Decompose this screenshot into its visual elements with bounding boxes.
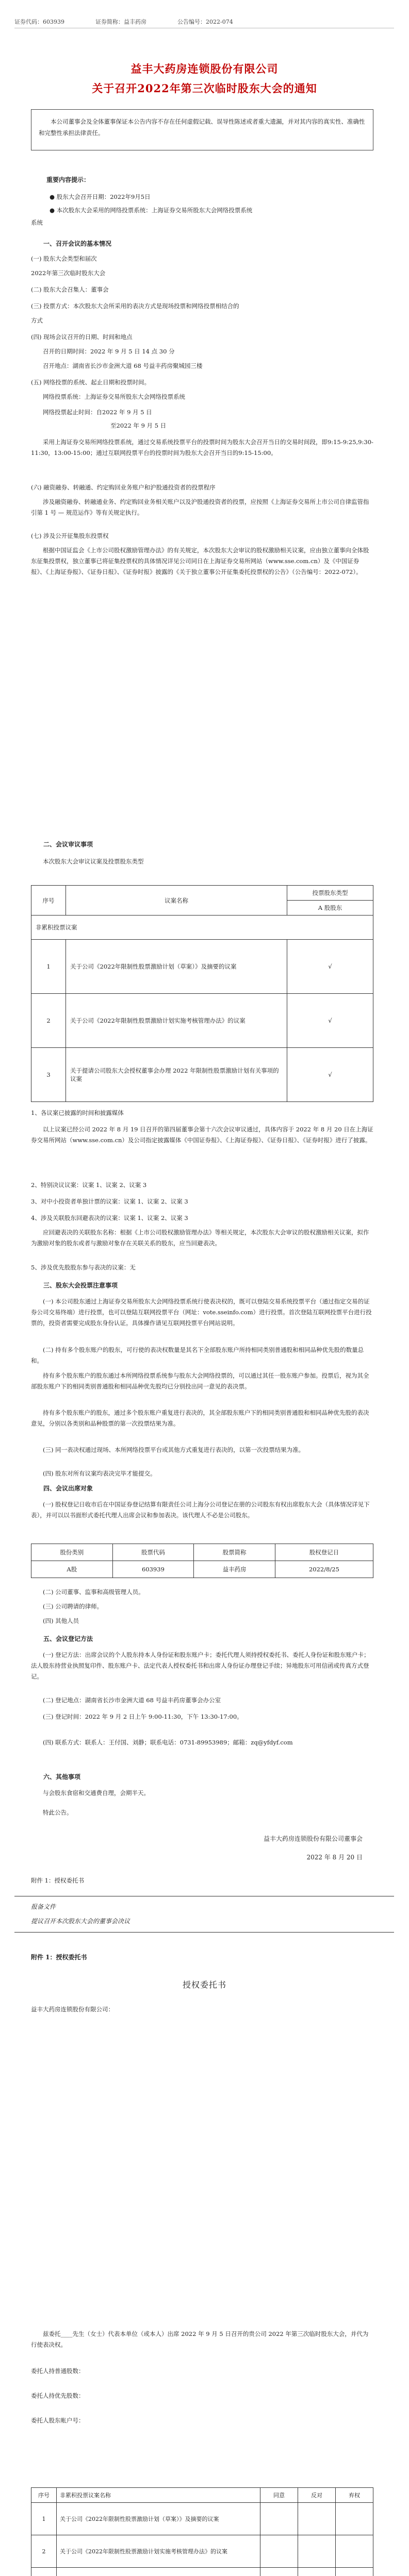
- s4-p2: (二) 公司董事、监事和高级管理人员。: [43, 1588, 144, 1596]
- s3-p4: 持有多个股东账户的股东，通过多个股东账户重复进行表决的，其全部股东账户下的相同类别普通股和相同品种优先股的表决意见，分别以各类别和品种股票的第一次投票结果为准。: [31, 1409, 369, 1427]
- header-cell: 议案名称: [66, 886, 287, 916]
- header-cell: A 股股东: [287, 901, 373, 916]
- s1-d-title: (四) 现场会议召开的日期、时间和地点: [31, 333, 133, 341]
- header-cell: 股票简称: [194, 1544, 275, 1561]
- signature-date: 2022 年 8 月 20 日: [306, 1854, 363, 1861]
- highlights-heading: 重要内容提示：: [46, 176, 90, 183]
- header-cell: 序号: [31, 2488, 57, 2503]
- section-1-title: 一、召开会议的基本情况: [43, 240, 112, 247]
- row-name: 关于公司《2022年限制性股票激励计划（草案）》及摘要的议案: [57, 2503, 260, 2535]
- s2-n4a: 应回避表决的关联股东名称：根据《上市公司股权激励管理办法》等相关规定，本次股东大会审议的股权激励相关议案，拟作为激励对象的股东或者与激励对象存在关联关系的股东，应当回避表决。: [31, 1229, 369, 1247]
- highlight-footnote: 系统: [31, 219, 43, 226]
- s1-f1: 涉及融资融券、转融通业务、约定购回业务相关账户以及沪股通投资者的投票，应按照《上海证券交易所上市公司自律监管指引第 1 号 — 规范运作》等有关规定执行。: [31, 498, 369, 516]
- vote-abstain-box[interactable]: [336, 2503, 373, 2535]
- proxy-field: 委托人持普通股数：: [31, 2367, 85, 2375]
- table-row: [31, 994, 373, 1048]
- table-row: [31, 916, 373, 940]
- attachment-ref: 附件 1：授权委托书: [31, 1877, 84, 1884]
- s1-c1: (三) 投票方式：本次股东大会所采用的表决方式是现场投票和网络投票相结合的: [31, 302, 239, 310]
- s1-e1: 网络投票系统：上海证券交易所股东大会网络投票系统: [43, 393, 185, 400]
- header-cell: 弃权: [336, 2488, 373, 2503]
- row-name: 关于公司《2022年限制性股票激励计划（草案）》及摘要的议案: [66, 940, 287, 994]
- table-row: [31, 1561, 373, 1578]
- cell: 益丰药房: [194, 1561, 275, 1578]
- row-vote: √: [287, 994, 373, 1048]
- header-cell: 反对: [298, 2488, 336, 2503]
- row-name: 关于公司《2022年限制性股票激励计划实施考核管理办法》的议案: [57, 2535, 260, 2568]
- s1-f-title: (六) 融资融券、转融通、约定购回业务账户和沪股通投资者的投票程序: [31, 484, 216, 491]
- vote-against-box[interactable]: [298, 2503, 336, 2535]
- company-title: 益丰大药房连锁股份有限公司: [130, 62, 279, 75]
- s1-d1: 召开的日期时间：2022 年 9 月 5 日 14 点 30 分: [43, 348, 175, 355]
- s5-p2: (二) 登记地点：湖南省长沙市金洲大道 68 号益丰药房董事会办公室: [43, 1697, 221, 1704]
- row-vote: √: [287, 1048, 373, 1102]
- row-number: 3: [31, 1048, 66, 1102]
- s1-e4: 采用上海证券交易所网络投票系统，通过交易系统投票平台的投票时间为股东大会召开当日的交易时间段，即9:15-9:25,9:30-11:30，13:00-15:00；通过互联网投票平台的投票时间为股东大会召开当日的9:15-15:00。: [31, 438, 373, 456]
- header-cell: 股权登记日: [275, 1544, 373, 1561]
- s1-d2: 召开地点：湖南省长沙市金洲大道 68 号益丰药房聚城园三楼: [43, 362, 203, 369]
- header-cell: 同意: [260, 2488, 298, 2503]
- vote-for-box[interactable]: [260, 2503, 298, 2535]
- section-5-title: 五、会议登记方法: [43, 1635, 93, 1642]
- vote-abstain-box[interactable]: [336, 2568, 373, 2576]
- s2-n4: 4、涉及关联股东回避表决的议案：议案 1、议案 2、议案 3: [31, 1214, 188, 1222]
- s1-e-title: (五) 网络投票的系统、起止日期和投票时间。: [31, 379, 151, 386]
- s3-p3: 持有多个股东账户的股东通过本所网络投票系统参与股东大会网络投票的，可以通过其任一股东账户参加。投票后，视为其全部股东账户下的相同类别普通股和相同品种优先股均已分别投出同一意见的表决票。: [31, 1372, 369, 1390]
- highlight-item: ● 股东大会召开日期：2022年9月5日: [50, 193, 151, 200]
- s1-c2: 方式: [31, 317, 43, 324]
- reference-title: 报备文件: [31, 1903, 56, 1910]
- stock-code: 证券代码：603939: [14, 19, 64, 25]
- highlight-item: ● 本次股东大会采用的网络投票系统：上海证券交易所股东大会网络投票系统: [50, 207, 253, 214]
- s3-p5: (三) 同一表决权通过现场、本所网络投票平台或其他方式重复进行表决的，以第一次投票结果为准。: [43, 1446, 305, 1453]
- table-row: [31, 1048, 373, 1102]
- table-row: [31, 886, 373, 901]
- header-bar: [14, 18, 394, 26]
- header-cell: 非累积投票议案名称: [57, 2488, 260, 2503]
- row-number: 1: [31, 2503, 57, 2535]
- disclaimer-box: 本公司董事会及全体董事保证本公告内容不存在任何虚假记载、误导性陈述或者重大遗漏，并对其内容的真实性、准确性和完整性承担法律责任。: [31, 109, 373, 150]
- group-cell: 非累积投票议案: [31, 916, 373, 940]
- proxy-field: 委托人股东帐户号：: [31, 2417, 85, 2424]
- highlight-text: 股东大会召开日期：2022年9月5日: [56, 193, 151, 200]
- row-number: 2: [31, 2535, 57, 2568]
- s1-b: (二) 股东大会召集人：董事会: [31, 286, 109, 293]
- s1-a-title: (一) 股东大会类型和届次: [31, 255, 97, 262]
- s5-p3: (三) 登记时间：2022 年 9 月 2 日上午 9:00-11:30，下午 13:30-17:00。: [43, 1713, 243, 1720]
- header-cell: 股票代码: [112, 1544, 194, 1561]
- section-3-title: 三、股东大会投票注意事项: [43, 1282, 118, 1289]
- s1-g1: 根据中国证监会《上市公司股权激励管理办法》的有关规定，本次股东大会审议的股权激励相关议案，应由独立董事向全体股东征集投票权，独立董事已将征集投票权的具体情况详见公司同日在上海证券交易所网站（www.sse.com.cn）及《中国证券报》、《上海证券报》、《证券日报》、《证券时报》披露的《关于独立董事公开征集委托投票权的公告》（公告编号：2022-072）。: [31, 547, 369, 575]
- s3-p1: (一) 本公司股东通过上海证券交易所股东大会网络投票系统行使表决权的，既可以登陆交易系统投票平台（通过指定交易的证券公司交易终端）进行投票，也可以登陆互联网投票平台（网址：vote.sseinfo.com）进行投票。首次登陆互联网投票平台进行投票的，投资者需要完成股东身份认证。具体操作请见互联网投票平台网站说明。: [31, 1298, 372, 1327]
- s1-e3: 至2022 年 9 月 5 日: [110, 422, 167, 429]
- row-name: [57, 2568, 260, 2576]
- s1-a-value: 2022年第三次临时股东大会: [31, 269, 106, 277]
- cell: A股: [31, 1561, 113, 1578]
- highlight-text: 本次股东大会采用的网络投票系统：上海证券交易所股东大会网络投票系统: [56, 207, 253, 214]
- s4-p1: (一) 股权登记日收市后在中国证券登记结算有限责任公司上海分公司登记在册的公司股东有权出席股东大会（具体情况详见下表），并可以以书面形式委托代理人出席会议和参加表决。该代理人不必是公司股东。: [31, 1501, 370, 1519]
- header-cell: 投票股东类型: [287, 886, 373, 901]
- vote-for-box[interactable]: [260, 2535, 298, 2568]
- divider: [14, 1932, 394, 1933]
- attachment-heading: 附件 1：授权委托书: [31, 1954, 87, 1961]
- section-2-subtitle: 本次股东大会审议议案及投票股东类型: [43, 858, 144, 865]
- stock-abbr: 证券简称：益丰药房: [95, 19, 146, 25]
- reference-value: 提议召开本次股东大会的董事会决议: [31, 1918, 130, 1925]
- vote-against-box[interactable]: [298, 2535, 336, 2568]
- vote-for-box[interactable]: [260, 2568, 298, 2576]
- row-number: 2: [31, 994, 66, 1048]
- header-cell: 序号: [31, 886, 66, 916]
- table-row: [31, 940, 373, 994]
- s4-p4: (四) 其他人员: [43, 1617, 79, 1624]
- signature-org: 益丰大药房连锁股份有限公司董事会: [263, 1835, 363, 1842]
- table-row: [31, 2568, 373, 2576]
- proxy-table: [31, 2487, 373, 2576]
- table-row: [31, 2535, 373, 2568]
- proxy-field: 委托人持优先股数：: [31, 2392, 85, 2399]
- row-name: 关于提请公司股东大会授权董事会办理 2022 年限制性股票激励计划有关事项的议案: [66, 1048, 287, 1102]
- s3-p6: (四) 股东对所有议案均表决完毕才能提交。: [43, 1470, 156, 1477]
- row-name: 关于公司《2022年限制性股票激励计划实施考核管理办法》的议案: [66, 994, 287, 1048]
- s2-n1: 1、各议案已披露的时间和披露媒体: [31, 1109, 124, 1116]
- s1-e2: 网络投票起止时间：自2022 年 9 月 5 日: [43, 409, 152, 416]
- row-number: [31, 2568, 57, 2576]
- row-vote: √: [287, 940, 373, 994]
- table-row: [31, 2488, 373, 2503]
- table-row: [31, 2503, 373, 2535]
- cell: 2022/8/25: [275, 1561, 373, 1578]
- s5-p1: (一) 登记方法：出席会议的个人股东持本人身份证和股东账户卡；委托代理人须持授权委托书、委托人身份证和股东账户卡；法人股东持营业执照复印件、股东账户卡、法定代表人授权委托书和出席人身份证办理登记手续；异地股东可用信函或传真方式登记。: [31, 1651, 370, 1680]
- proxy-addressee: 益丰大药房连锁股份有限公司：: [31, 2006, 114, 2013]
- header-cell: 股份类别: [31, 1544, 113, 1561]
- s2-n3: 3、对中小投资者单独计票的议案：议案 1、议案 2、议案 3: [31, 1198, 188, 1205]
- vote-against-box[interactable]: [298, 2568, 336, 2576]
- row-number: 1: [31, 940, 66, 994]
- cell: 603939: [112, 1561, 194, 1578]
- proxy-form-title: 授权委托书: [182, 1980, 226, 1990]
- stock-table: [31, 1544, 373, 1578]
- section-6-title: 六、其他事项: [43, 1773, 81, 1781]
- s4-p3: (三) 公司聘请的律师。: [43, 1603, 103, 1610]
- s2-n5: 5、涉及优先股股东参与表决的议案：无: [31, 1264, 136, 1271]
- s5-p4: (四) 联系方式：联系人：王付国、刘静；联系电话：0731-89953989；邮箱：zq@yfdyf.com: [43, 1739, 293, 1746]
- table-row: [31, 1544, 373, 1561]
- notice-number: 公告编号：2022-074: [177, 19, 233, 25]
- s1-g-title: (七) 涉及公开征集股东投票权: [31, 532, 109, 539]
- s3-p2: (二) 持有多个股东账户的股东，可行使的表决权数量是其名下全部股东账户所持相同类别普通股和相同品种优先股的数量总和。: [31, 1346, 364, 1364]
- votes-table: [31, 885, 373, 1102]
- s2-n2: 2、特别决议议案：议案 1、议案 2、议案 3: [31, 1181, 147, 1189]
- proxy-body: 兹委托____先生（女士）代表本单位（或本人）出席 2022 年 9 月 5 日召开的贵公司 2022 年第三次临时股东大会，并代为行使表决权。: [31, 2330, 369, 2348]
- section-2-title: 二、会议审议事项: [43, 841, 93, 848]
- notice-title: 关于召开2022年第三次临时股东大会的通知: [92, 82, 317, 95]
- s6-p2: 特此公告。: [43, 1809, 73, 1816]
- s6-p1: 与会股东食宿和交通费自理，会期半天。: [43, 1789, 150, 1797]
- s2-n1a: 以上议案已经公司 2022 年 8 月 19 日召开的第四届董事会第十六次会议审议通过，具体内容于 2022 年 8 月 20 日在上海证券交易所网站（www.sse.com.cn）及公司指定披露媒体《中国证券报》、《上海证券报》、《证券日报》、《证券时报》进行了披露。: [31, 1126, 373, 1144]
- vote-abstain-box[interactable]: [336, 2535, 373, 2568]
- section-4-title: 四、会议出席对象: [43, 1485, 93, 1492]
